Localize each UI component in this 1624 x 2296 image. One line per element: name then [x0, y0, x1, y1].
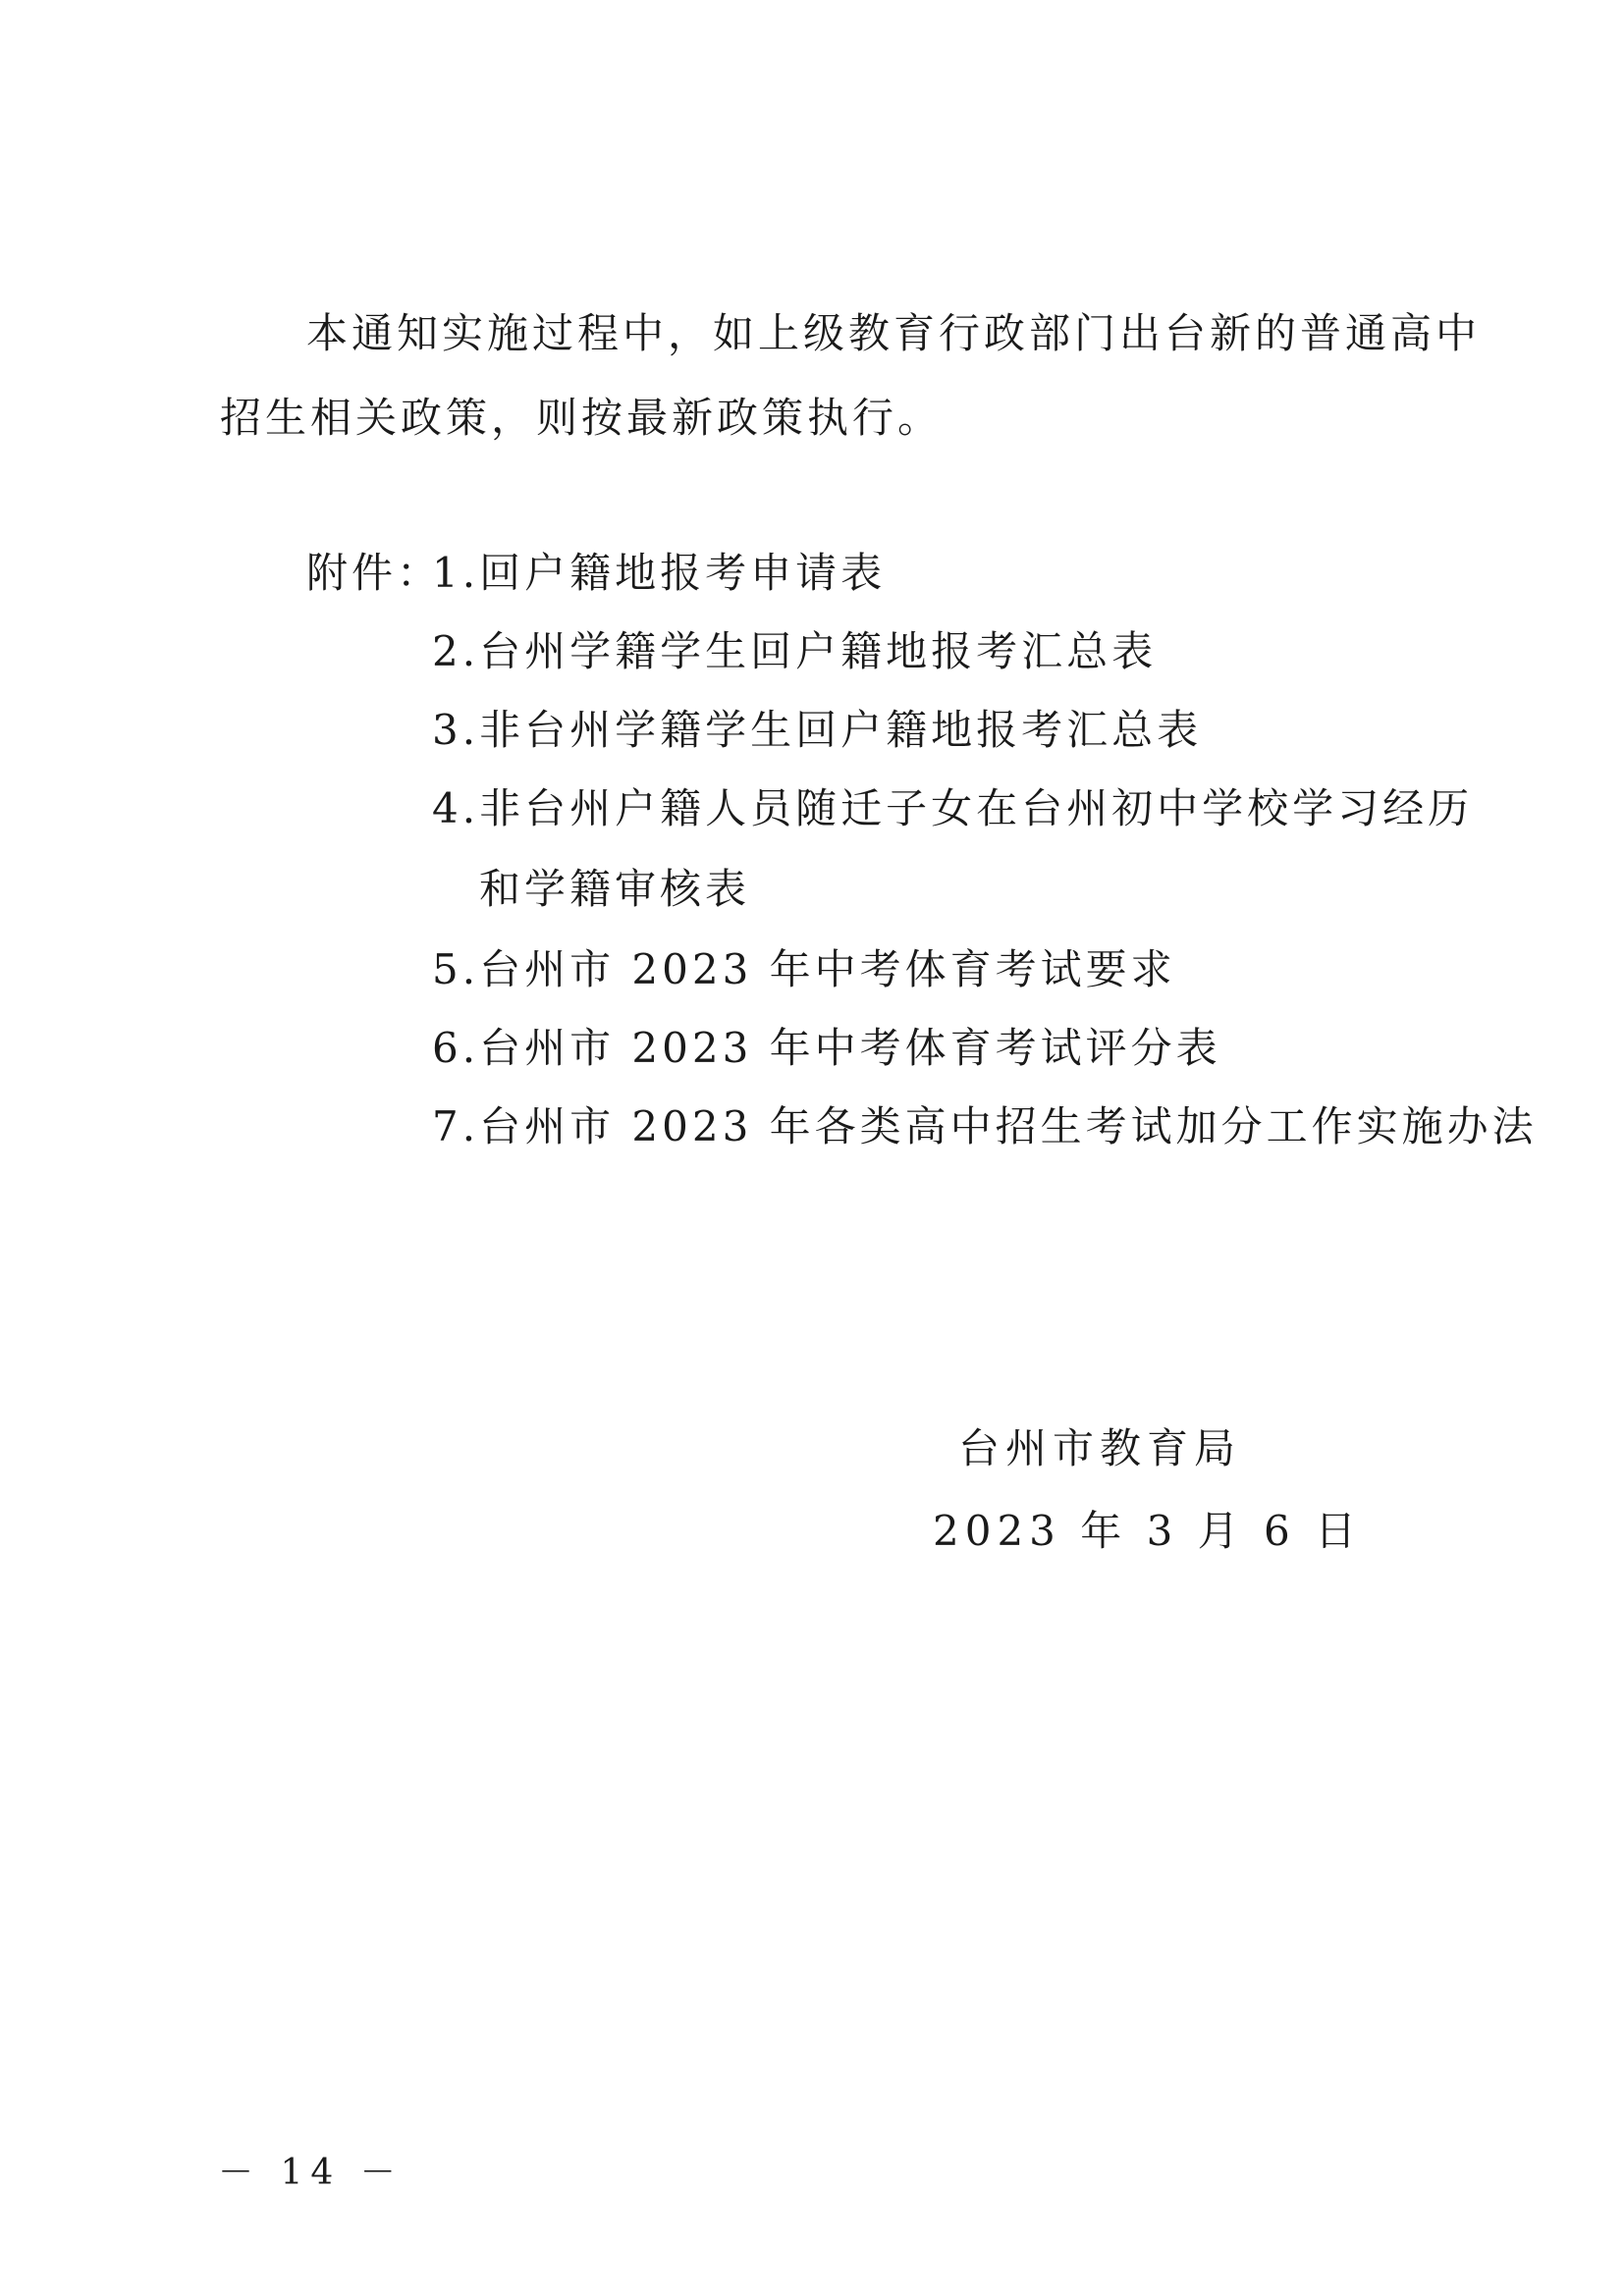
attachment-title: 非台州学籍学生回户籍地报考汇总表 [479, 706, 1203, 754]
attachment-title: 台州学籍学生回户籍地报考汇总表 [479, 627, 1158, 675]
attachment-item-5 [432, 942, 1176, 997]
attachment-number: 4. [432, 784, 480, 832]
attachment-number: 1. [432, 549, 480, 597]
issue-date: 2023 年 3 月 6 日 [933, 1507, 1363, 1555]
body-paragraph-line-1: 本通知实施过程中，如上级教育行政部门出台新的普通高中 [306, 309, 1482, 357]
attachment-title: 台州市 2023 年各类高中招生考试加分工作实施办法 [479, 1102, 1538, 1150]
attachment-title: 台州市 2023 年中考体育考试要求 [479, 945, 1176, 993]
attachment-title: 非台州户籍人员随迁子女在台州初中学校学习经历 [479, 784, 1474, 832]
attachment-item-7 [432, 1099, 1538, 1154]
attachment-item-1 [432, 546, 886, 601]
page-number: － 14 － [218, 2153, 404, 2193]
attachment-number: 6. [432, 1024, 480, 1072]
attachments-label: 附件： [306, 549, 443, 597]
attachment-number: 7. [432, 1102, 480, 1150]
attachment-item-6 [432, 1021, 1221, 1076]
attachment-item-4-continuation: 和学籍审核表 [479, 865, 751, 913]
attachment-title: 回户籍地报考申请表 [479, 549, 887, 597]
attachment-number: 3. [432, 706, 480, 754]
attachment-title: 台州市 2023 年中考体育考试评分表 [479, 1024, 1221, 1072]
attachment-number: 2. [432, 627, 480, 675]
attachment-item-4 [432, 781, 1473, 836]
attachment-number: 5. [432, 945, 480, 993]
issuing-organization: 台州市教育局 [958, 1424, 1242, 1472]
attachment-item-3 [432, 703, 1202, 758]
attachment-item-2 [432, 624, 1157, 679]
body-paragraph-line-2: 招生相关政策，则按最新政策执行。 [220, 394, 944, 442]
